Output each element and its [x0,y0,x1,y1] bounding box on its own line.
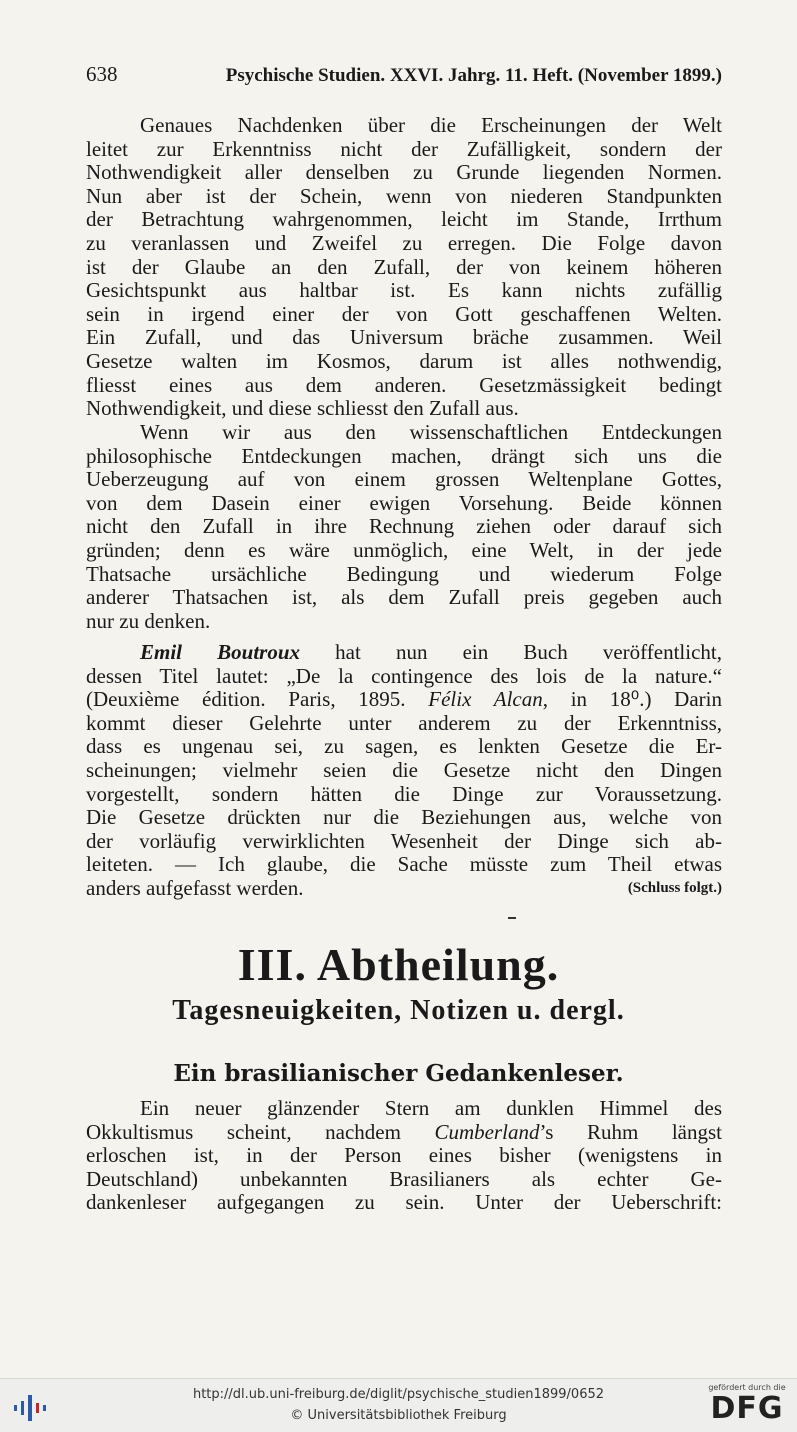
article-line: Okkultismus scheint, nachdem Cumberland’s Ruhm längst [86,1120,722,1144]
section-title: III. Abtheilung. [237,939,560,990]
dfg-logo: DFG [710,1391,784,1426]
paragraph-2-line: Wenn wir aus den wissenschaftlichen Entdeckungen [140,421,722,444]
paragraph-1-line: Nun aber ist der Schein, wenn von niederen Standpunkten [86,184,722,208]
permalink[interactable]: http://dl.ub.uni-freiburg.de/diglit/psychische_studien1899/0652 [192,1387,605,1402]
paragraph-1-line: Genaues Nachdenken über die Erscheinungen der Welt [140,114,722,137]
article-title: Ein brasilianischer Gedankenleser. [173,1060,624,1087]
article-line: dankenleser aufgegangen zu sein. Unter der Ueberschrift: [86,1191,722,1215]
article-line: Deutschland) unbekannten Brasilianers als echter Ge- [86,1167,722,1191]
paragraph-3-line: (Deuxième édition. Paris, 1895. Félix Alcan, in 18⁰.) Darin [86,688,722,712]
paragraph-2-line: von dem Dasein einer ewigen Vorsehung. Beide können [86,491,722,515]
article-line: Ein neuer glänzender Stern am dunklen Himmel des [140,1097,722,1120]
paragraph-3-line: vorgestellt, sondern hätten die Dinge zur Voraussetzung. [86,782,722,806]
paragraph-2-line: anderer Thatsachen ist, als dem Zufall preis gegeben auch [86,586,722,610]
article-line: erloschen ist, in der Person eines bisher (wenigstens in [86,1144,722,1168]
funding-note: gefördert durch die [708,1383,786,1392]
copyright-notice: © Universitätsbibliothek Freiburg [290,1408,507,1423]
paragraph-3-line: kommt dieser Gelehrte unter anderem zu der Erkenntniss, [86,711,722,735]
paragraph-2 [86,421,722,633]
viewer-footer [0,1378,797,1432]
person-name: Cumberland [434,1120,540,1144]
paragraph-1-line: sein in irgend einer der von Gott geschaffenen Welten. [86,302,722,326]
continuation-note: (Schluss folgt.) [627,879,722,896]
paragraph-3-line: der vorläufig verwirklichten Wesenheit der Dinge sich ab- [86,829,722,853]
paragraph-3-line: Die Gesetze drückten nur die Beziehungen aus, welche von [86,806,722,830]
publisher-name: Félix Alcan [428,688,543,712]
paragraph-3-line: scheinungen; vielmehr seien die Gesetze nicht den Dingen [86,758,722,782]
paragraph-3-last-line: anders aufgefasst werden. (Schluss folgt.) [86,876,722,900]
paragraph-2-line: philosophische Entdeckungen machen, drängt sich uns die [86,444,722,468]
paragraph-1-line: leitet zur Erkenntniss nicht der Zufälligkeit, sondern der [86,137,722,161]
paragraph-1-line: der Betrachtung wahrgenommen, leicht im Stande, Irrthum [86,208,722,232]
separator-dash [508,917,516,919]
running-title: Psychische Studien. XXVI. Jahrg. 11. Heft. (November 1899.) [225,65,722,86]
running-header [86,62,722,88]
page-number: 638 [86,62,118,86]
paragraph-3-line: leiteten. — Ich glaube, die Sache müsste zum Theil etwas [86,853,722,877]
paragraph-2-line: nicht den Zufall in ihre Rechnung ziehen oder darauf sich [86,515,722,539]
paragraph-2-line: Thatsache ursächliche Bedingung und wiederum Folge [86,562,722,586]
paragraph-1 [86,114,722,421]
paragraph-3 [86,641,722,901]
author-name: Emil Boutroux [140,641,301,664]
paragraph-1-line: zu veranlassen und Zweifel zu erregen. Die Folge davon [86,231,722,255]
paragraph-1-line: fliesst eines aus dem anderen. Gesetzmässigkeit bedingt [86,373,722,397]
paragraph-3-line: dass es ungenau sei, zu sagen, es lenkten Gesetze die Er- [86,735,722,759]
paragraph-1-line: Nothwendigkeit aller denselben zu Grunde liegenden Normen. [86,161,722,185]
paragraph-1-line: Nothwendigkeit, und diese schliesst den Zufall aus. [86,397,519,421]
paragraph-3-line: Emil Boutroux hat nun ein Buch veröffentlicht, [140,641,722,664]
paragraph-3-line: dessen Titel lautet: „De la contingence des lois de la nature.“ [86,664,722,688]
paragraph-2-line: gründen; denn es wäre unmöglich, eine Welt, in der jede [86,538,722,562]
paragraph-1-line: Gesichtspunkt aus haltbar ist. Es kann nichts zufällig [86,279,722,303]
paragraph-1-line: Gesetze walten im Kosmos, darum ist alles nothwendig, [86,349,722,373]
paragraph-1-line: ist der Glaube an den Zufall, der von keinem höheren [86,255,722,279]
article-paragraph [86,1097,722,1215]
paragraph-1-line: Ein Zufall, und das Universum bräche zusammen. Weil [86,326,722,350]
section-subtitle: Tagesneuigkeiten, Notizen u. dergl. [172,995,625,1026]
paragraph-2-line: Ueberzeugung auf von einem grossen Weltenplane Gottes, [86,468,722,492]
paragraph-2-line: nur zu denken. [86,609,211,633]
